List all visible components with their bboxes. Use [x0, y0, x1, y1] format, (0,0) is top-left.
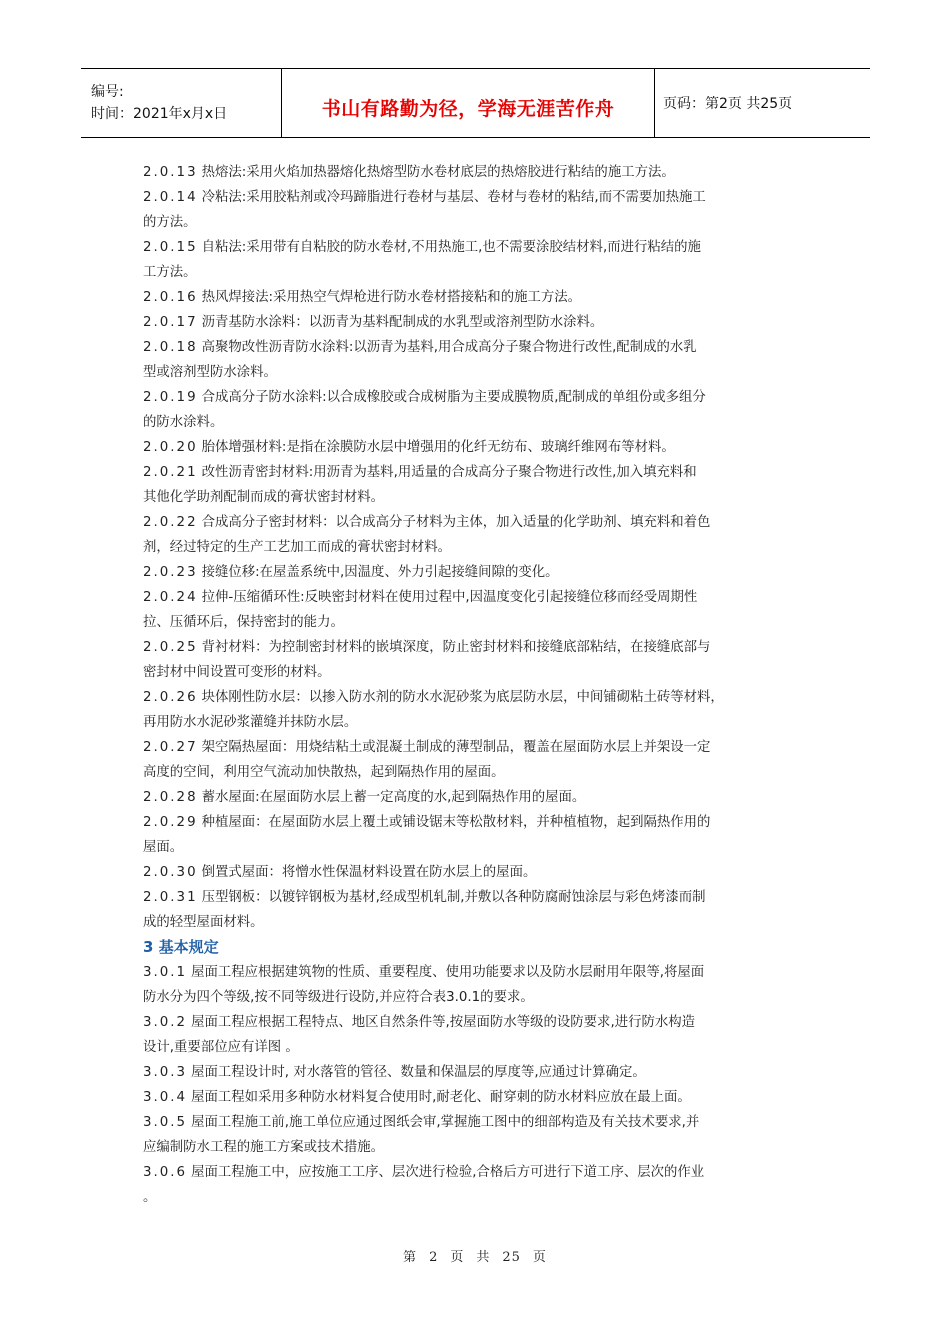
clause-continuation [143, 485, 811, 510]
clause-text: 其他化学助剂配制而成的膏状密封材料。 [143, 490, 385, 505]
clause-number: 2.0.17 [143, 315, 198, 330]
clause-continuation [143, 1185, 811, 1210]
clause-text: 。 [143, 1190, 157, 1205]
clause-text: 蓄水屋面:在屋面防水层上蓄一定高度的水,起到隔热作用的屋面。 [201, 790, 586, 805]
clause-text: 拉、压循环后，保持密封的能力。 [143, 615, 344, 630]
clause-continuation [143, 760, 811, 785]
clause-line [143, 810, 811, 835]
clause-text: 合成高分子防水涂料:以合成橡胶或合成树脂为主要成膜物质,配制成的单组份或多组分 [201, 390, 706, 405]
clause-line [143, 735, 811, 760]
clause-text: 屋面工程应根据建筑物的性质、重要程度、使用功能要求以及防水层耐用年限等,将屋面 [191, 965, 705, 980]
clause-continuation [143, 1035, 811, 1060]
clause-continuation [143, 610, 811, 635]
document-body [143, 160, 811, 1210]
clause-text: 胎体增强材料:是指在涂膜防水层中增强用的化纤无纺布、玻璃纤维网布等材料。 [201, 440, 675, 455]
clause-text: 热风焊接法:采用热空气焊枪进行防水卷材搭接粘和的施工方法。 [201, 290, 582, 305]
clause-text: 种植屋面：在屋面防水层上覆土或铺设锯末等松散材料，并种植植物，起到隔热作用的 [201, 815, 711, 830]
clause-line [143, 285, 811, 310]
clause-number: 3.0.2 [143, 1015, 188, 1030]
clause-number: 2.0.22 [143, 515, 198, 530]
clause-line [143, 460, 811, 485]
footer-total-pages: 25 [502, 1250, 521, 1265]
clause-line [143, 160, 811, 185]
clause-text: 屋面工程如采用多种防水材料复合使用时,耐老化、耐穿刺的防水材料应放在最上面。 [191, 1090, 691, 1105]
clause-text: 的防水涂料。 [143, 415, 224, 430]
footer-ye: 页 [450, 1250, 465, 1265]
clause-text: 接缝位移:在屋盖系统中,因温度、外力引起接缝间隙的变化。 [201, 565, 559, 580]
clause-text: 合成高分子密封材料：以合成高分子材料为主体，加入适量的化学助剂、填充料和着色 [201, 515, 711, 530]
clause-line [143, 1110, 811, 1135]
clause-number: 2.0.31 [143, 890, 198, 905]
clause-text: 工方法。 [143, 265, 197, 280]
footer-ye-end: 页 [532, 1250, 547, 1265]
clause-line [143, 310, 811, 335]
footer-gong: 共 [476, 1250, 491, 1265]
clause-number: 2.0.28 [143, 790, 198, 805]
clause-text: 自粘法:采用带有自粘胶的防水卷材,不用热施工,也不需要涂胶结材料,而进行粘结的施 [201, 240, 701, 255]
clause-text: 剂，经过特定的生产工艺加工而成的膏状密封材料。 [143, 540, 451, 555]
clause-line [143, 1160, 811, 1185]
clause-number: 3.0.5 [143, 1115, 188, 1130]
clause-text: 成的轻型屋面材料。 [143, 915, 264, 930]
clause-number: 2.0.13 [143, 165, 198, 180]
clause-text: 屋面。 [143, 840, 184, 855]
clause-line [143, 235, 811, 260]
clause-text: 再用防水水泥砂浆灌缝并抹防水层。 [143, 715, 358, 730]
clause-line [143, 635, 811, 660]
clause-line [143, 335, 811, 360]
clause-text: 改性沥青密封材料:用沥青为基料,用适量的合成高分子聚合物进行改性,加入填充料和 [201, 465, 697, 480]
clause-number: 2.0.21 [143, 465, 198, 480]
clause-text: 屋面工程施工前,施工单位应通过图纸会审,掌握施工图中的细部构造及有关技术要求,并 [191, 1115, 700, 1130]
section-title: 3 基本规定 [143, 938, 219, 956]
clause-number: 3.0.3 [143, 1065, 188, 1080]
footer-page-number: 2 [429, 1250, 439, 1265]
clause-line [143, 1060, 811, 1085]
clause-text: 倒置式屋面：将憎水性保温材料设置在防水层上的屋面。 [201, 865, 537, 880]
header-motto: 书山有路勤为径，学海无涯苦作舟 [321, 97, 615, 120]
clause-text: 高聚物改性沥青防水涂料:以沥青为基料,用合成高分子聚合物进行改性,配制成的水乳 [201, 340, 697, 355]
clause-text: 热熔法:采用火焰加热器熔化热熔型防水卷材底层的热熔胶进行粘结的施工方法。 [201, 165, 675, 180]
clause-continuation [143, 410, 811, 435]
time-label: 时间：2021年x月x日 [91, 106, 228, 122]
clause-continuation [143, 260, 811, 285]
header-page-label: 页码：第2页 共25页 [663, 96, 793, 112]
page-header [81, 68, 870, 138]
clause-line [143, 185, 811, 210]
clause-line [143, 860, 811, 885]
clause-number: 2.0.18 [143, 340, 198, 355]
page-footer [0, 1246, 950, 1265]
clause-text: 沥青基防水涂料：以沥青为基料配制成的水乳型或溶剂型防水涂料。 [201, 315, 604, 330]
clause-number: 2.0.30 [143, 865, 198, 880]
clause-continuation [143, 835, 811, 860]
clause-line [143, 885, 811, 910]
clause-number: 2.0.26 [143, 690, 198, 705]
clause-text: 压型钢板：以镀锌钢板为基材,经成型机轧制,并敷以各种防腐耐蚀涂层与彩色烤漆而制 [201, 890, 706, 905]
clause-number: 2.0.14 [143, 190, 198, 205]
clause-number: 3.0.4 [143, 1090, 188, 1105]
clause-text: 冷粘法:采用胶粘剂或冷玛蹄脂进行卷材与基层、卷材与卷材的粘结,而不需要加热施工 [201, 190, 706, 205]
clause-line [143, 1085, 811, 1110]
clause-number: 2.0.16 [143, 290, 198, 305]
clause-line [143, 385, 811, 410]
clause-line [143, 785, 811, 810]
clause-continuation [143, 360, 811, 385]
clause-continuation [143, 985, 811, 1010]
clause-text: 应编制防水工程的施工方案或技术措施。 [143, 1140, 385, 1155]
clause-number: 2.0.29 [143, 815, 198, 830]
clause-text: 屋面工程设计时, 对水落管的管径、数量和保温层的厚度等,应通过计算确定。 [191, 1065, 646, 1080]
clause-continuation [143, 535, 811, 560]
clause-text: 屋面工程施工中，应按施工工序、层次进行检验,合格后方可进行下道工序、层次的作业 [191, 1165, 705, 1180]
clause-line [143, 585, 811, 610]
clause-number: 2.0.19 [143, 390, 198, 405]
clause-text: 设计,重要部位应有详图 。 [143, 1040, 299, 1055]
clause-line [143, 510, 811, 535]
clause-text: 高度的空间，利用空气流动加快散热，起到隔热作用的屋面。 [143, 765, 505, 780]
clause-continuation [143, 710, 811, 735]
clause-number: 2.0.23 [143, 565, 198, 580]
clause-text: 架空隔热屋面：用烧结粘土或混凝土制成的薄型制品，覆盖在屋面防水层上并架设一定 [201, 740, 711, 755]
clause-line [143, 435, 811, 460]
clause-number: 2.0.27 [143, 740, 198, 755]
footer-di: 第 [403, 1250, 418, 1265]
clause-number: 3.0.1 [143, 965, 188, 980]
clause-text: 密封材中间设置可变形的材料。 [143, 665, 331, 680]
clause-text: 拉伸-压缩循环性:反映密封材料在使用过程中,因温度变化引起接缝位移而经受周期性 [201, 590, 698, 605]
definitions-list [143, 160, 811, 935]
clause-text: 屋面工程应根据工程特点、地区自然条件等,按屋面防水等级的设防要求,进行防水构造 [191, 1015, 696, 1030]
rules-list [143, 960, 811, 1210]
clause-continuation [143, 1135, 811, 1160]
clause-text: 防水分为四个等级,按不同等级进行设防,并应符合表3.0.1的要求。 [143, 990, 534, 1005]
clause-continuation [143, 660, 811, 685]
clause-line [143, 685, 811, 710]
clause-number: 2.0.25 [143, 640, 198, 655]
header-motto-cell [282, 69, 655, 137]
clause-number: 2.0.20 [143, 440, 198, 455]
clause-line [143, 560, 811, 585]
clause-number: 2.0.24 [143, 590, 198, 605]
header-meta [81, 69, 282, 137]
clause-continuation [143, 910, 811, 935]
clause-text: 型或溶剂型防水涂料。 [143, 365, 277, 380]
clause-number: 2.0.15 [143, 240, 198, 255]
clause-text: 块体刚性防水层：以掺入防水剂的防水水泥砂浆为底层防水层，中间铺砌粘土砖等材料， [201, 690, 724, 705]
clause-text: 的方法。 [143, 215, 197, 230]
clause-line [143, 960, 811, 985]
clause-text: 背衬材料：为控制密封材料的嵌填深度，防止密封材料和接缝底部粘结，在接缝底部与 [201, 640, 711, 655]
clause-line [143, 1010, 811, 1035]
clause-continuation [143, 210, 811, 235]
header-page-cell [655, 69, 870, 137]
serial-label: 编号: [91, 84, 124, 100]
clause-number: 3.0.6 [143, 1165, 188, 1180]
